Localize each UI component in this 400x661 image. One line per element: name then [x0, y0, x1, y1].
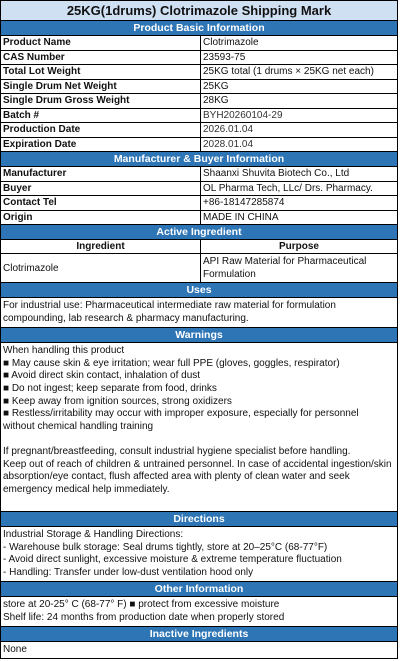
- purpose-line: Formulation: [203, 269, 256, 280]
- spacer: [3, 433, 395, 446]
- ingredient-name: Clotrimazole: [3, 262, 59, 274]
- section-basic-heading: Product Basic Information: [1, 21, 397, 36]
- table-row: [1, 94, 397, 109]
- document-title: 25KG(1drums) Clotrimazole Shipping Mark: [1, 1, 397, 21]
- field-value: Shaanxi Shuvita Biotech Co., Ltd: [203, 168, 350, 179]
- purpose-line: API Raw Material for Pharmaceutical: [203, 256, 367, 267]
- field-label: Origin: [1, 211, 201, 225]
- warning-bullet-continuation: without chemical handling training: [3, 420, 154, 432]
- table-header-row: [1, 240, 397, 254]
- other-info-text-block: [1, 597, 397, 627]
- table-row: [1, 254, 397, 283]
- field-label: Single Drum Gross Weight: [1, 94, 201, 108]
- section-inactive-heading: Inactive Ingredients: [1, 627, 397, 642]
- uses-line: For industrial use: Pharmaceutical intermediate raw material for formulation: [3, 300, 336, 311]
- warning-bullet: ■ Restless/irritability may occur with improper exposure, especially for personnel: [3, 408, 359, 420]
- section-uses-heading: Uses: [1, 283, 397, 298]
- field-label: CAS Number: [1, 51, 201, 65]
- field-value: 25KG: [203, 80, 229, 92]
- directions-line: Industrial Storage & Handling Directions:: [3, 528, 184, 540]
- inactive-value: None: [3, 644, 27, 656]
- table-row: [1, 211, 397, 226]
- uses-text-block: [1, 298, 397, 328]
- directions-line: - Handling: Transfer under low-dust ventilation hood only: [3, 566, 254, 578]
- table-row: [1, 167, 397, 182]
- warnings-text-block: [1, 343, 397, 512]
- warnings-intro: When handling this product: [3, 345, 125, 357]
- field-value: 2028.01.04: [203, 138, 254, 150]
- warning-note: Keep out of reach of children & untrained personnel. In case of accidental ingestion/skin: [3, 458, 392, 470]
- warning-bullet: ■ Do not ingest; keep separate from food, drinks: [3, 382, 217, 394]
- field-value: 23593-75: [203, 51, 246, 63]
- table-row: [1, 138, 397, 153]
- warning-note: emergency medical help immediately.: [3, 483, 170, 495]
- directions-line: - Warehouse bulk storage: Seal drums tightly, store at 20–25°C (68-77°F): [3, 541, 328, 553]
- field-label: Production Date: [1, 123, 201, 137]
- table-row: [1, 123, 397, 138]
- other-info-line: store at 20-25° C (68-77° F) ■ protect from excessive moisture: [3, 599, 280, 611]
- field-label: Total Lot Weight: [1, 65, 201, 79]
- field-label: Manufacturer: [1, 167, 201, 181]
- warning-note: absorption/eye contact, flush affected area with plenty of clean water and seek: [3, 471, 350, 483]
- field-value: Clotrimazole: [203, 37, 259, 48]
- table-row: [1, 51, 397, 66]
- section-other-heading: Other Information: [1, 582, 397, 597]
- field-value: OL Pharma Tech, LLc/ Drs. Pharmacy.: [203, 182, 373, 194]
- other-info-line: Shelf life: 24 months from production date when properly stored: [3, 611, 285, 623]
- field-label: Expiration Date: [1, 138, 201, 152]
- uses-line: compounding, lab research & pharmacy manufacturing.: [3, 312, 249, 324]
- section-warnings-heading: Warnings: [1, 328, 397, 343]
- warning-bullet: ■ Avoid direct skin contact, inhalation of dust: [3, 370, 201, 382]
- ingredient-cell: [1, 254, 201, 282]
- field-value: 25KG total (1 drums × 25KG net each): [203, 66, 374, 77]
- table-row: [1, 109, 397, 124]
- section-active-heading: Active Ingredient: [1, 225, 397, 240]
- section-directions-heading: Directions: [1, 512, 397, 527]
- field-label: Contact Tel: [1, 196, 201, 210]
- field-value: BYH20260104-29: [203, 109, 283, 121]
- warning-note: If pregnant/breastfeeding, consult industrial hygiene specialist before handling.: [3, 445, 351, 457]
- field-label: Product Name: [1, 36, 201, 50]
- table-row: [1, 65, 397, 80]
- section-buyer-heading: Manufacturer & Buyer Information: [1, 152, 397, 167]
- directions-line: - Avoid direct sunlight, excessive moisture & extreme temperature fluctuation: [3, 554, 342, 566]
- field-label: Batch #: [1, 109, 201, 123]
- purpose-cell: [201, 254, 397, 282]
- inactive-text-block: [1, 642, 397, 659]
- field-value: MADE IN CHINA: [203, 211, 279, 223]
- column-header-ingredient: Ingredient: [1, 240, 201, 253]
- table-row: [1, 80, 397, 95]
- field-label: Single Drum Net Weight: [1, 80, 201, 94]
- table-row: [1, 36, 397, 51]
- field-value: +86-18147285874: [203, 197, 285, 208]
- field-value: 28KG: [203, 95, 229, 106]
- column-header-purpose: Purpose: [278, 241, 319, 252]
- table-row: [1, 196, 397, 211]
- field-label: Buyer: [1, 182, 201, 196]
- table-row: [1, 182, 397, 197]
- warning-bullet: ■ May cause skin & eye irritation; wear full PPE (gloves, goggles, respirator): [3, 357, 340, 369]
- warning-bullet: ■ Keep away from ignition sources, strong oxidizers: [3, 395, 232, 407]
- directions-text-block: [1, 527, 397, 582]
- field-value: 2026.01.04: [203, 124, 254, 135]
- spacer: [3, 496, 395, 509]
